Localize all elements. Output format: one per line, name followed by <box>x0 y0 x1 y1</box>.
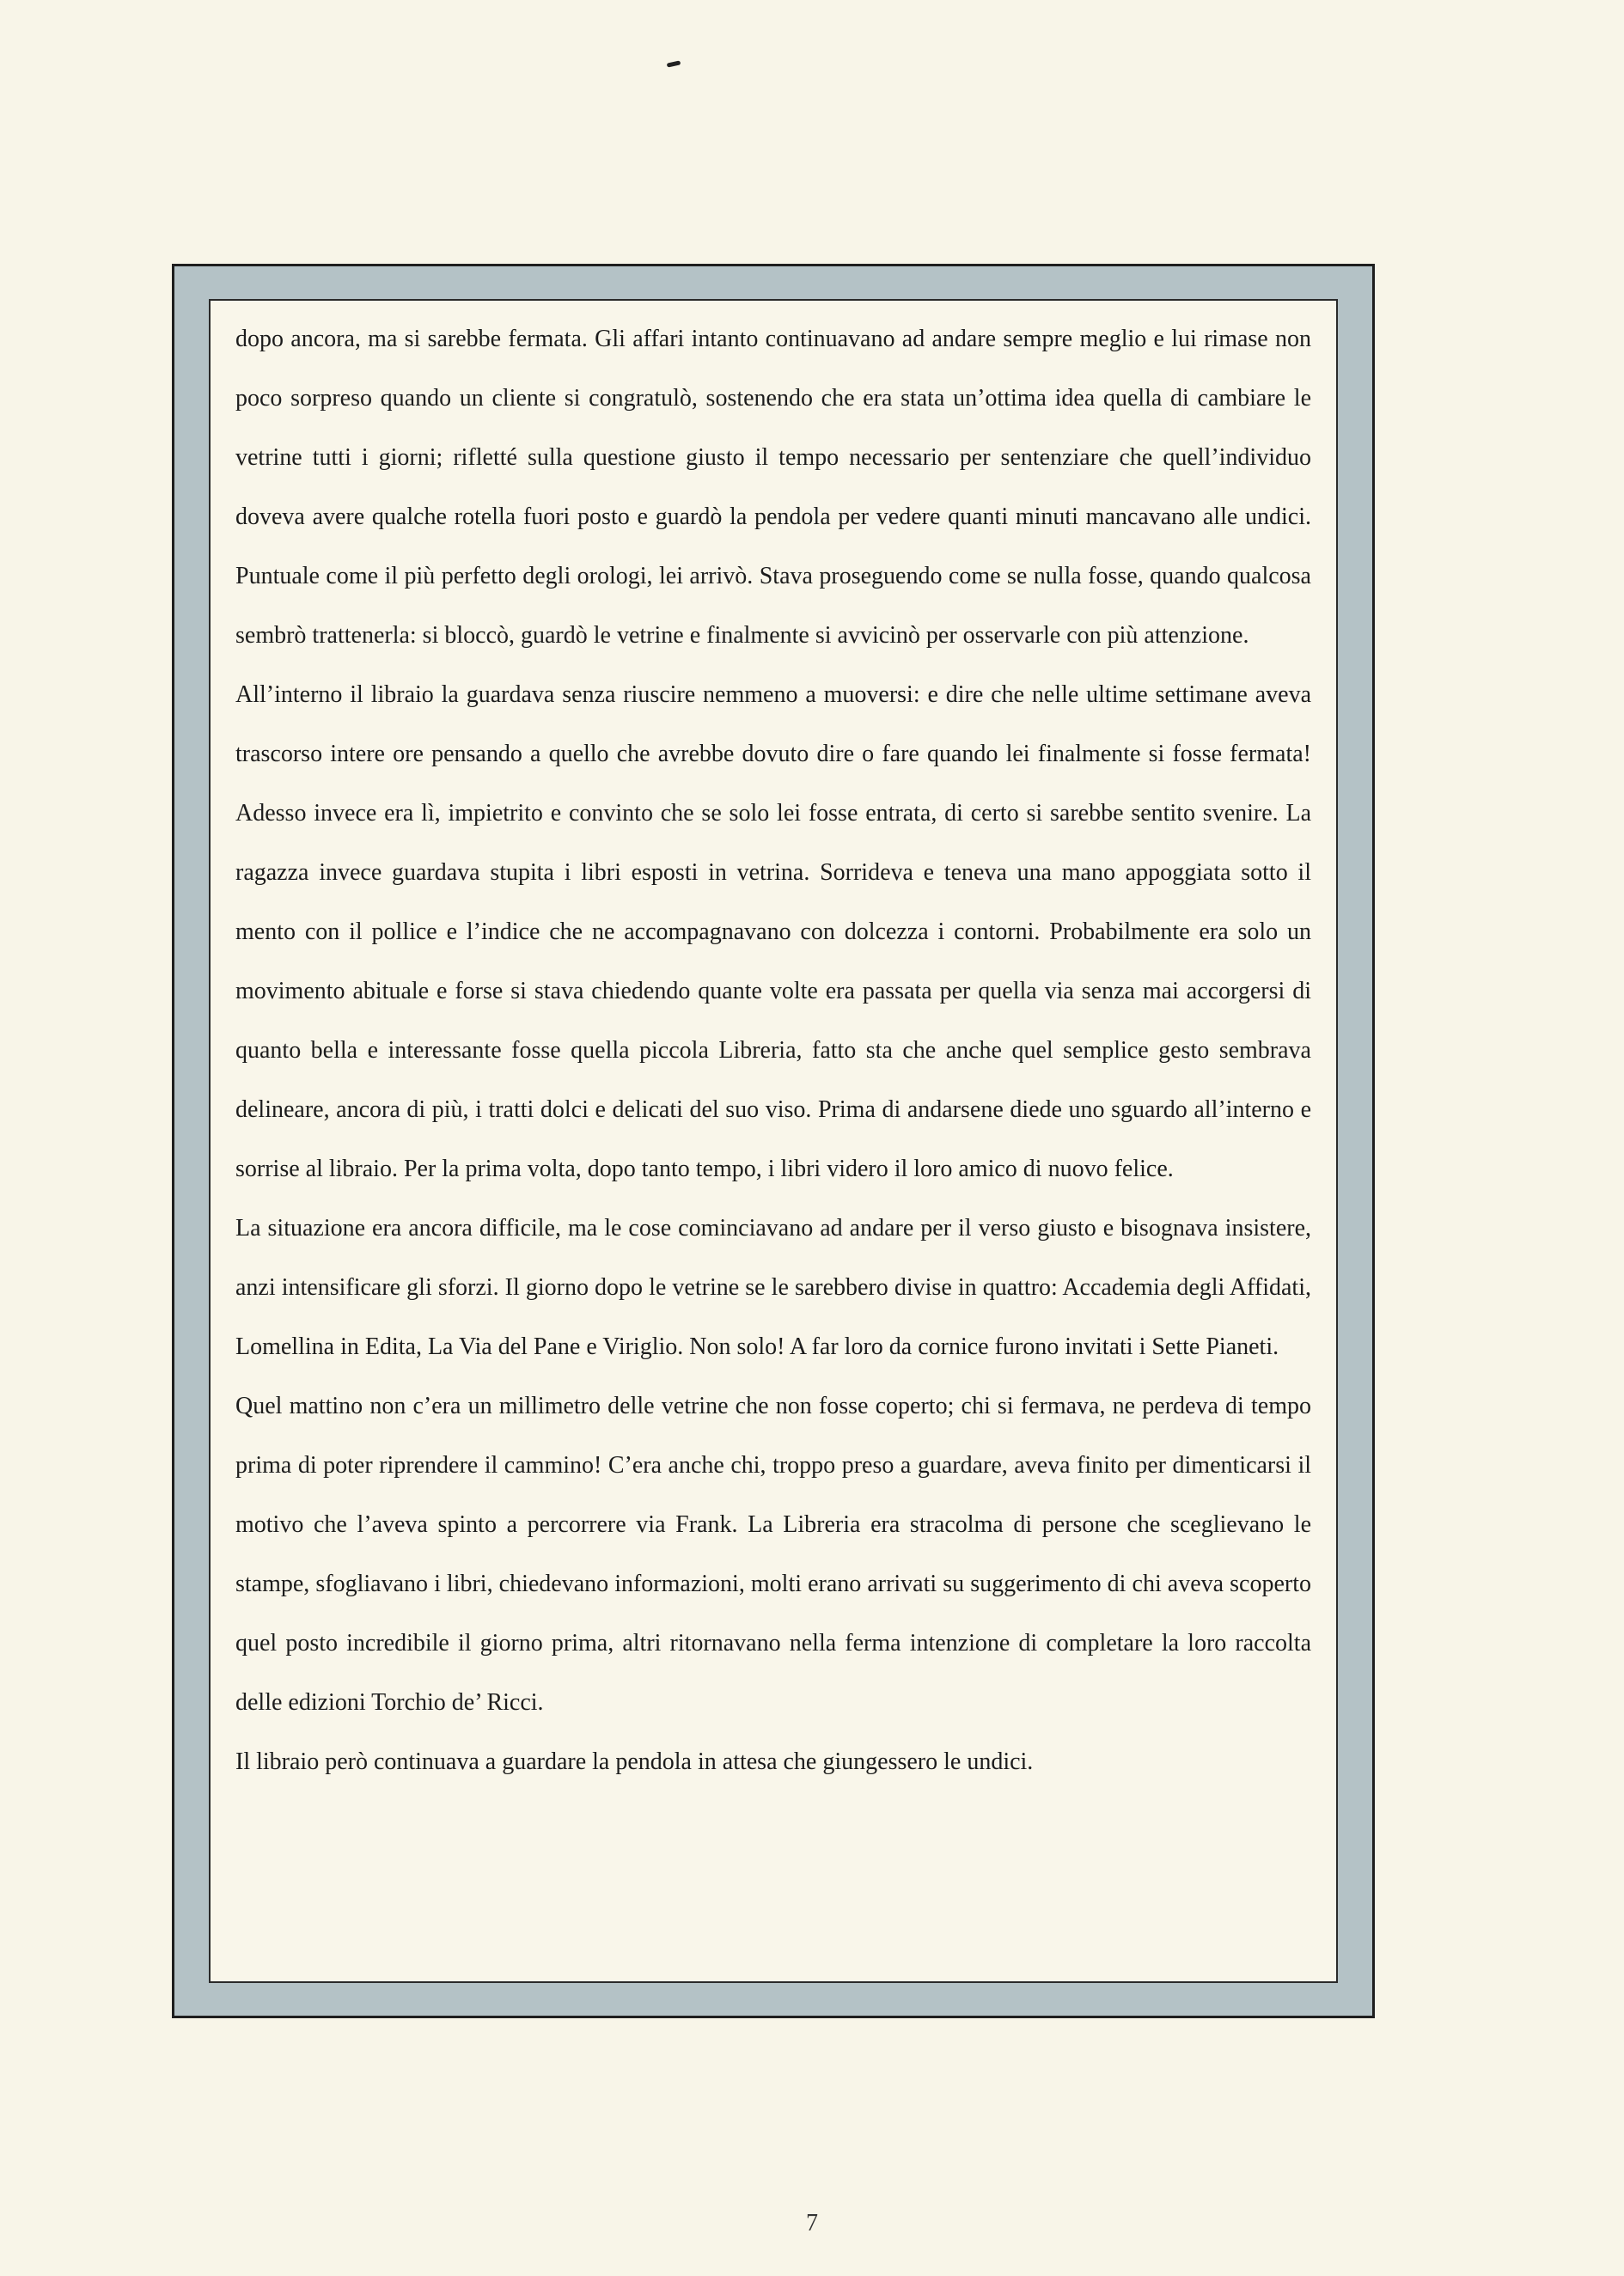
paragraph: La situazione era ancora difficile, ma le cose cominciavano ad andare per il verso giusto e bisognava insistere, anzi intensificare gli sforzi. Il giorno dopo le vetrine se le sarebbero divise in quattro: Accademia degli Affidati, Lomellina in Edita, La Via del Pane e Viriglio. Non solo! A far loro da cornice furono invitati i Sette Pianeti. <box>235 1215 1311 1360</box>
paragraph: Il libraio però continuava a guardare la pendola in attesa che giungessero le undici. <box>235 1748 1034 1775</box>
text-panel <box>209 299 1338 1983</box>
page-frame <box>172 264 1375 2018</box>
paragraph: All’interno il libraio la guardava senza riuscire nemmeno a muoversi: e dire che nelle ultime settimane aveva trascorso intere ore pensando a quello che avrebbe dovuto dire o fare quando lei finalmente si fosse fermata! Adesso invece era lì, impietrito e convinto che se solo lei fosse entrata, di certo si sarebbe sentito svenire. La ragazza invece guardava stupita i libri esposti in vetrina. Sorrideva e teneva una mano appoggiata sotto il mento con il pollice e l’indice che ne accompagnavano con dolcezza i contorni. Probabilmente era solo un movimento abituale e forse si stava chiedendo quante volte era passata per quella via senza mai accorgersi di quanto bella e interessante fosse quella piccola Libreria, fatto sta che anche quel semplice gesto sembrava delineare, ancora di più, i tratti dolci e delicati del suo viso. Prima di andarsene diede uno sguardo all’interno e sorrise al libraio. Per la prima volta, dopo tanto tempo, i libri videro il loro amico di nuovo felice. <box>235 681 1311 1182</box>
ink-speck <box>667 60 681 67</box>
paragraph: Quel mattino non c’era un millimetro delle vetrine che non fosse coperto; chi si fermava, ne perdeva di tempo prima di poter riprendere il cammino! C’era anche chi, troppo preso a guardare, aveva finito per dimenticarsi il motivo che l’aveva spinto a percorrere via Frank. La Libreria era stracolma di persone che sceglievano le stampe, sfogliavano i libri, chiedevano informazioni, molti erano arrivati su suggerimento di chi aveva scoperto quel posto incredibile il giorno prima, altri ritornavano nella ferma intenzione di completare la loro raccolta delle edizioni Torchio de’ Ricci. <box>235 1393 1311 1716</box>
page-number: 7 <box>806 2210 818 2236</box>
paragraph: dopo ancora, ma si sarebbe fermata. Gli affari intanto continuavano ad andare sempre meglio e lui rimase non poco sorpreso quando un cliente si congratulò, sostenendo che era stata un’ottima idea quella di cambiare le vetrine tutti i giorni; rifletté sulla questione giusto il tempo necessario per sentenziare che quell’individuo doveva avere qualche rotella fuori posto e guardò la pendola per vedere quanti minuti mancavano alle undici. Puntuale come il più perfetto degli orologi, lei arrivò. Stava proseguendo come se nulla fosse, quando qualcosa sembrò trattenerla: si bloccò, guardò le vetrine e finalmente si avvicinò per osservarle con più attenzione. <box>235 326 1311 649</box>
body-text <box>235 309 1311 1791</box>
